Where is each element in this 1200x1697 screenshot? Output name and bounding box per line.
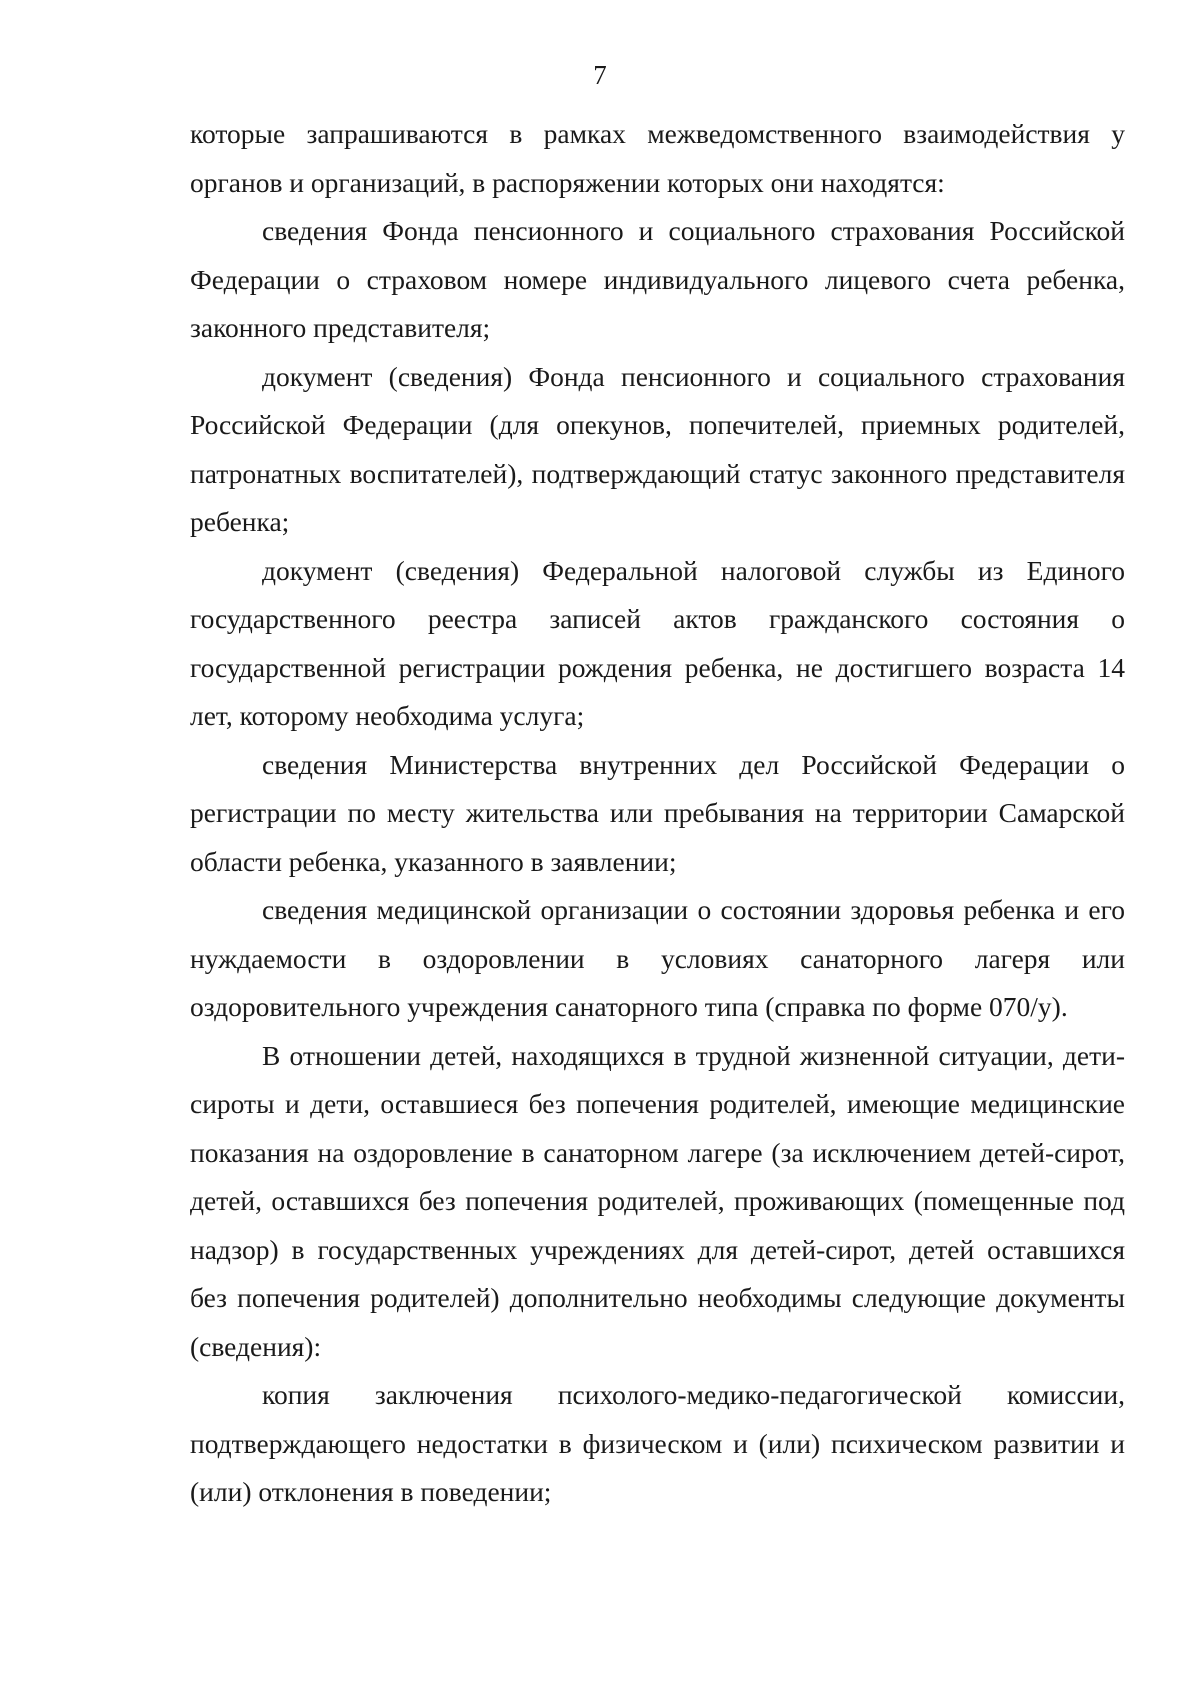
paragraph-medical-certificate: сведения медицинской организации о состоянии здоровья ребенка и его нуждаемости в оздоровлении в условиях санаторного лагеря или оздоровительного учреждения санаторного типа (справка по форме 070/у). xyxy=(190,894,1125,1022)
paragraph-tax-service-birth-registration: документ (сведения) Федеральной налоговой службы из Единого государственного реестра записей актов гражданского состояния о государственной регистрации рождения ребенка, не достигшего возраста 14 лет, которому необходима услуга; xyxy=(190,554,1125,731)
paragraph-pension-fund-snils: сведения Фонда пенсионного и социального страхования Российской Федерации о страховом номере индивидуального лицевого счета ребенка, законного представителя; xyxy=(190,215,1125,343)
page-number: 7 xyxy=(593,60,607,90)
document-body xyxy=(190,110,1125,1517)
paragraph-pension-fund-guardian-status: документ (сведения) Фонда пенсионного и социального страхования Российской Федерации (для опекунов, попечителей, приемных родителей, патронатных воспитателей), подтверждающий статус законного представителя ребенка; xyxy=(190,360,1125,537)
paragraph-pmpk-conclusion: копия заключения психолого-медико-педагогической комиссии, подтверждающего недостатки в физическом и (или) психическом развитии и (или) отклонения в поведении; xyxy=(190,1379,1125,1507)
paragraph-interior-ministry-registration: сведения Министерства внутренних дел Российской Федерации о регистрации по месту жительства или пребывания на территории Самарской области ребенка, указанного в заявлении; xyxy=(190,748,1125,877)
paragraph-continuation: которые запрашиваются в рамках межведомственного взаимодействия у органов и организаций, в распоряжении которых они находятся: xyxy=(190,118,1125,198)
paragraph-children-difficult-situation: В отношении детей, находящихся в трудной жизненной ситуации, дети-сироты и дети, оставшиеся без попечения родителей, имеющие медицинские показания на оздоровление в санаторном лагере (за исключением детей-сирот, детей, оставшихся без попечения родителей, проживающих (помещенные под надзор) в государственных учреждениях для детей-сирот, детей оставшихся без попечения родителей) дополнительно необходимы следующие документы (сведения): xyxy=(190,1039,1125,1362)
